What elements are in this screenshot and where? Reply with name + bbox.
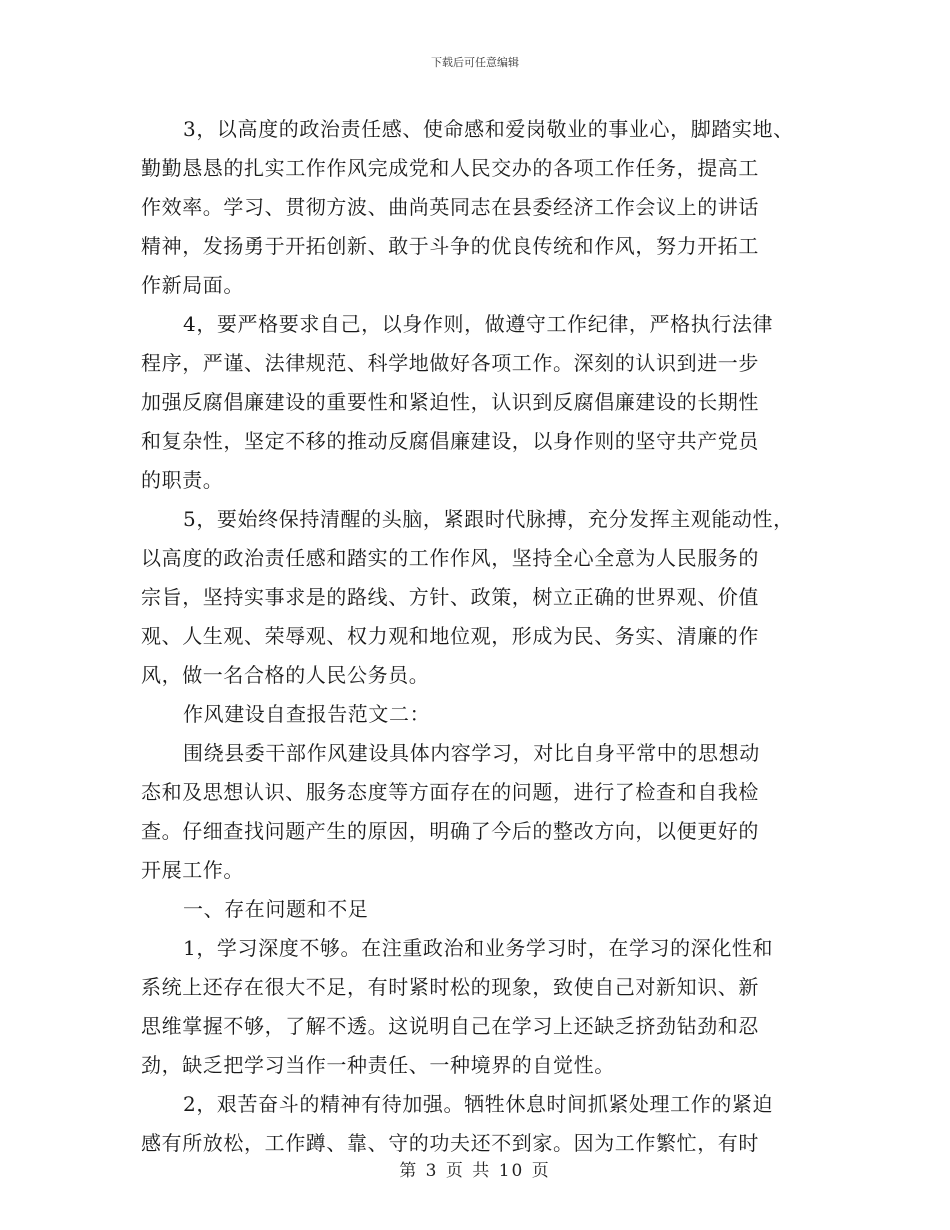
text-line: 系统上还存在很大不足，有时紧时松的现象，致使自己对新知识、新 <box>141 975 759 999</box>
text-line: 以高度的政治责任感和踏实的工作作风，坚持全心全意为人民服务的 <box>141 546 759 570</box>
text-line: 一、存在问题和不足 <box>183 897 369 921</box>
text-line: 作新局面。 <box>141 273 244 297</box>
text-line: 加强反腐倡廉建设的重要性和紧迫性，认识到反腐倡廉建设的长期性 <box>141 390 759 414</box>
text-line: 开展工作。 <box>141 858 244 882</box>
text-line: 3，以高度的政治责任感、使命感和爱岗敬业的事业心，脚踏实地、 <box>183 117 794 141</box>
text-line: 精神，发扬勇于开拓创新、敢于斗争的优良传统和作风，努力开拓工 <box>141 234 759 258</box>
text-line: 4，要严格要求自己，以身作则，做遵守工作纪律，严格执行法律 <box>183 312 774 336</box>
text-line: 思维掌握不够，了解不透。这说明自己在学习上还缺乏挤劲钻劲和忍 <box>141 1014 759 1038</box>
text-line: 宗旨，坚持实事求是的路线、方针、政策，树立正确的世界观、价值 <box>141 585 759 609</box>
text-line: 程序，严谨、法律规范、科学地做好各项工作。深刻的认识到进一步 <box>141 351 759 375</box>
page-header: 下载后可任意编辑 <box>431 56 519 69</box>
text-line: 的职责。 <box>141 468 224 492</box>
text-line: 围绕县委干部作风建设具体内容学习，对比自身平常中的思想动 <box>183 741 760 765</box>
page-footer: 第 3 页 共 10 页 <box>399 1161 551 1181</box>
document-body <box>141 110 821 1163</box>
text-line: 风，做一名合格的人民公务员。 <box>141 663 430 687</box>
text-line: 感有所放松，工作蹲、靠、守的功夫还不到家。因为工作繁忙，有时 <box>141 1131 759 1155</box>
text-line: 态和及思想认识、服务态度等方面存在的问题，进行了检查和自我检 <box>141 780 759 804</box>
text-line: 勤勤恳恳的扎实工作作风完成党和人民交办的各项工作任务，提高工 <box>141 156 759 180</box>
text-line: 劲，缺乏把学习当作一种责任、一种境界的自觉性。 <box>141 1053 615 1077</box>
text-line: 作效率。学习、贯彻方波、曲尚英同志在县委经济工作会议上的讲话 <box>141 195 759 219</box>
text-line: 1，学习深度不够。在注重政治和业务学习时，在学习的深化性和 <box>183 936 774 960</box>
text-line: 查。仔细查找问题产生的原因，明确了今后的整改方向，以便更好的 <box>141 819 759 843</box>
text-line: 5，要始终保持清醒的头脑，紧跟时代脉搏，充分发挥主观能动性， <box>183 507 794 531</box>
text-line: 和复杂性，坚定不移的推动反腐倡廉建设，以身作则的坚守共产党员 <box>141 429 759 453</box>
text-line: 作风建设自查报告范文二： <box>183 702 431 726</box>
text-line: 观、人生观、荣辱观、权力观和地位观，形成为民、务实、清廉的作 <box>141 624 759 648</box>
text-line: 2，艰苦奋斗的精神有待加强。牺牲休息时间抓紧处理工作的紧迫 <box>183 1092 774 1116</box>
